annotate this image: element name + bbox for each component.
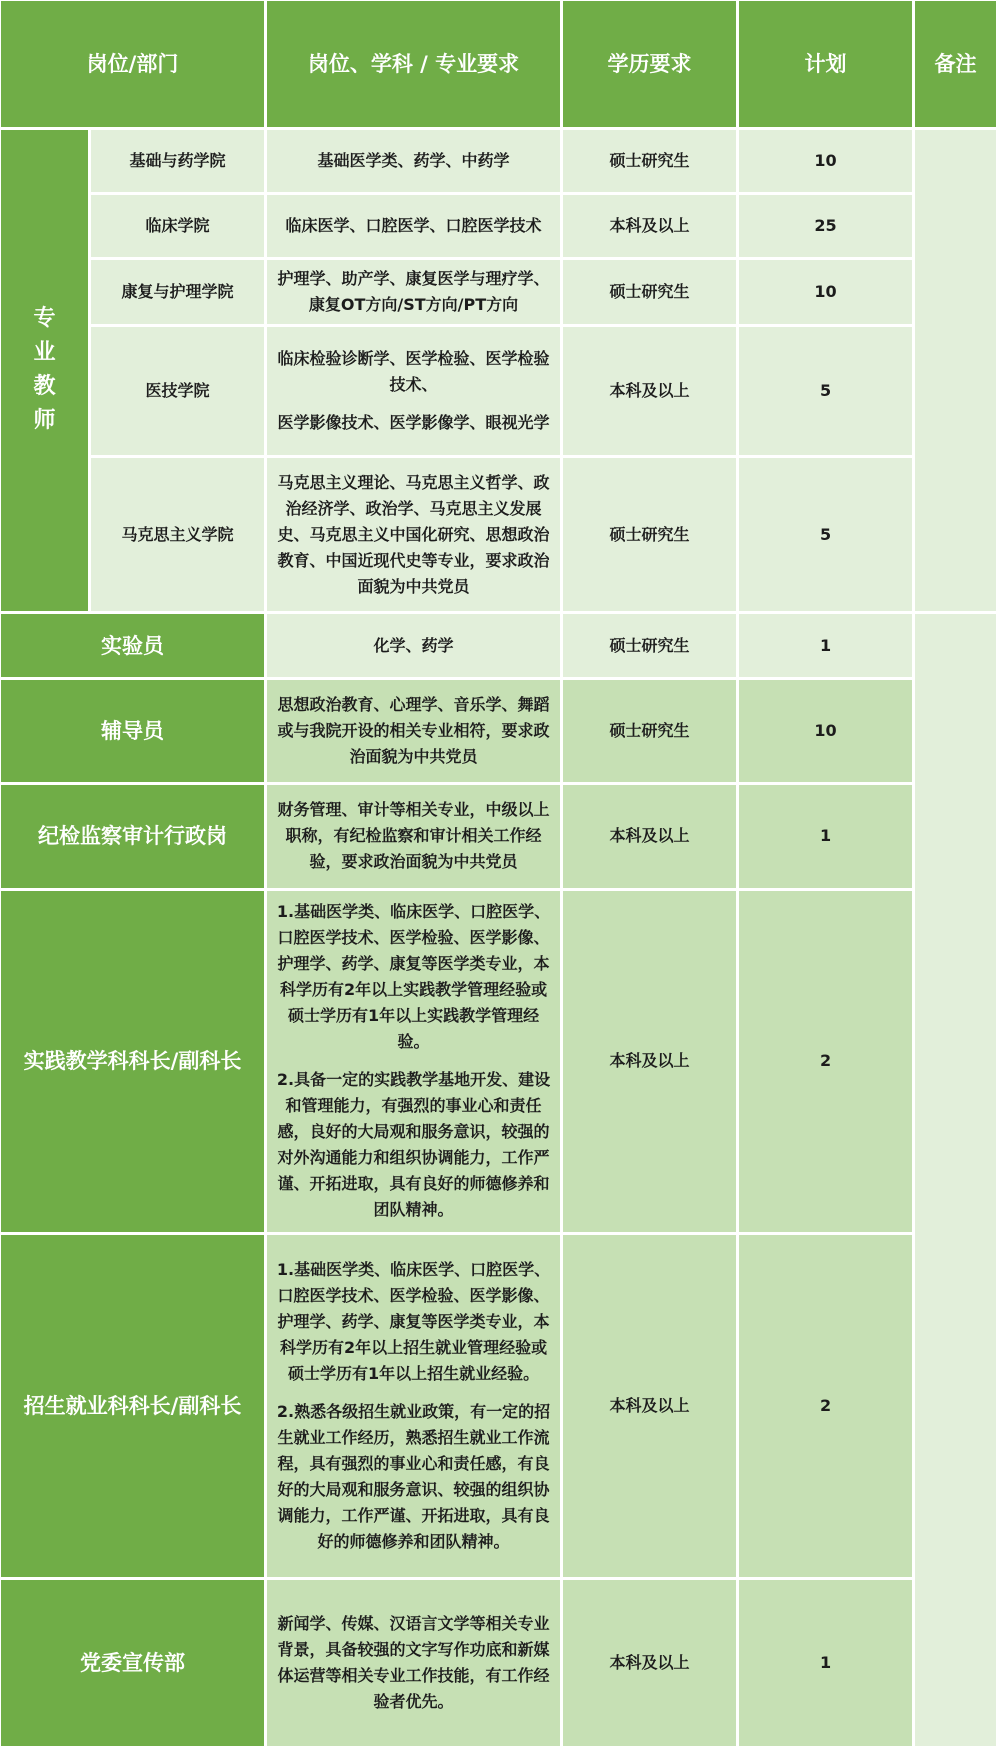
requirement-cell [267, 891, 563, 1236]
requirement-cell: 财务管理、审计等相关专业，中级以上职称，有纪检监察和审计相关工作经验，要求政治面貌为中共党员 [267, 785, 563, 891]
plan-cell: 1 [739, 1580, 915, 1749]
post-cell: 党委宣传部 [1, 1580, 267, 1749]
table-row [1, 891, 999, 1236]
header-requirement: 岗位、学科 / 专业要求 [267, 1, 563, 130]
header-row [1, 1, 999, 130]
table-row [1, 195, 999, 260]
requirement-line: 2.具备一定的实践教学基地开发、建设和管理能力，有强烈的事业心和责任感，良好的大局观和服务意识，较强的对外沟通能力和组织协调能力，工作严谨、开拓进取，具有良好的师德修养和团队精神。 [276, 1070, 551, 1220]
plan-cell: 10 [739, 680, 915, 785]
education-cell: 本科及以上 [563, 785, 739, 891]
education-cell: 本科及以上 [563, 891, 739, 1236]
plan-cell: 2 [739, 891, 915, 1236]
plan-cell: 1 [739, 785, 915, 891]
requirement-cell: 思想政治教育、心理学、音乐学、舞蹈或与我院开设的相关专业相符，要求政治面貌为中共党员 [267, 680, 563, 785]
table-row [1, 260, 999, 326]
remark-cell [915, 130, 999, 614]
recruitment-table [1, 1, 999, 1749]
header-remark: 备注 [915, 1, 999, 130]
dept-cell: 医技学院 [91, 327, 267, 459]
post-cell: 纪检监察审计行政岗 [1, 785, 267, 891]
education-cell: 硕士研究生 [563, 458, 739, 614]
table-row [1, 327, 999, 459]
education-cell: 本科及以上 [563, 1580, 739, 1749]
post-cell: 实验员 [1, 614, 267, 680]
education-cell: 硕士研究生 [563, 680, 739, 785]
remark-cell [915, 614, 999, 1749]
dept-cell: 马克思主义学院 [91, 458, 267, 614]
requirement-cell: 新闻学、传媒、汉语言文学等相关专业背景，具备较强的文字写作功底和新媒体运营等相关专业工作技能，有工作经验者优先。 [267, 1580, 563, 1749]
plan-cell: 10 [739, 130, 915, 195]
requirement-cell: 护理学、助产学、康复医学与理疗学、康复OT方向/ST方向/PT方向 [267, 260, 563, 326]
education-cell: 硕士研究生 [563, 614, 739, 680]
requirement-cell: 临床医学、口腔医学、口腔医学技术 [267, 195, 563, 260]
requirement-cell [267, 327, 563, 459]
teacher-group-label: 专业教师 [1, 130, 91, 614]
post-cell: 招生就业科科长/副科长 [1, 1235, 267, 1580]
requirement-line: 医学影像技术、医学影像学、眼视光学 [277, 412, 550, 432]
requirement-cell [267, 1235, 563, 1580]
header-education: 学历要求 [563, 1, 739, 130]
table-row [1, 130, 999, 195]
education-cell: 本科及以上 [563, 1235, 739, 1580]
education-cell: 本科及以上 [563, 327, 739, 459]
header-post: 岗位/部门 [1, 1, 267, 130]
table-row [1, 458, 999, 614]
plan-cell: 25 [739, 195, 915, 260]
requirement-line: 1.基础医学类、临床医学、口腔医学、口腔医学技术、医学检验、医学影像、护理学、药学、康复等医学类专业，本科学历有2年以上实践教学管理经验或硕士学历有1年以上实践教学管理经验。 [276, 902, 551, 1052]
table-row [1, 680, 999, 785]
education-cell: 硕士研究生 [563, 130, 739, 195]
education-cell: 硕士研究生 [563, 260, 739, 326]
plan-cell: 10 [739, 260, 915, 326]
table-row [1, 614, 999, 680]
requirement-cell: 基础医学类、药学、中药学 [267, 130, 563, 195]
plan-cell: 5 [739, 327, 915, 459]
plan-cell: 1 [739, 614, 915, 680]
plan-cell: 2 [739, 1235, 915, 1580]
requirement-line: 临床检验诊断学、医学检验、医学检验技术、 [277, 348, 550, 394]
table-row [1, 1580, 999, 1749]
requirement-line: 1.基础医学类、临床医学、口腔医学、口腔医学技术、医学检验、医学影像、护理学、药学、康复等医学类专业，本科学历有2年以上招生就业管理经验或硕士学历有1年以上招生就业经验。 [276, 1260, 551, 1384]
education-cell: 本科及以上 [563, 195, 739, 260]
requirement-line: 2.熟悉各级招生就业政策，有一定的招生就业工作经历，熟悉招生就业工作流程，具有强烈的事业心和责任感，有良好的大局观和服务意识、较强的组织协调能力，工作严谨、开拓进取，具有良好的师德修养和团队精神。 [276, 1402, 551, 1552]
table-row [1, 785, 999, 891]
dept-cell: 康复与护理学院 [91, 260, 267, 326]
header-plan: 计划 [739, 1, 915, 130]
post-cell: 实践教学科科长/副科长 [1, 891, 267, 1236]
plan-cell: 5 [739, 458, 915, 614]
table-row [1, 1235, 999, 1580]
requirement-cell: 化学、药学 [267, 614, 563, 680]
requirement-cell: 马克思主义理论、马克思主义哲学、政治经济学、政治学、马克思主义发展史、马克思主义中国化研究、思想政治教育、中国近现代史等专业，要求政治面貌为中共党员 [267, 458, 563, 614]
post-cell: 辅导员 [1, 680, 267, 785]
dept-cell: 基础与药学院 [91, 130, 267, 195]
dept-cell: 临床学院 [91, 195, 267, 260]
